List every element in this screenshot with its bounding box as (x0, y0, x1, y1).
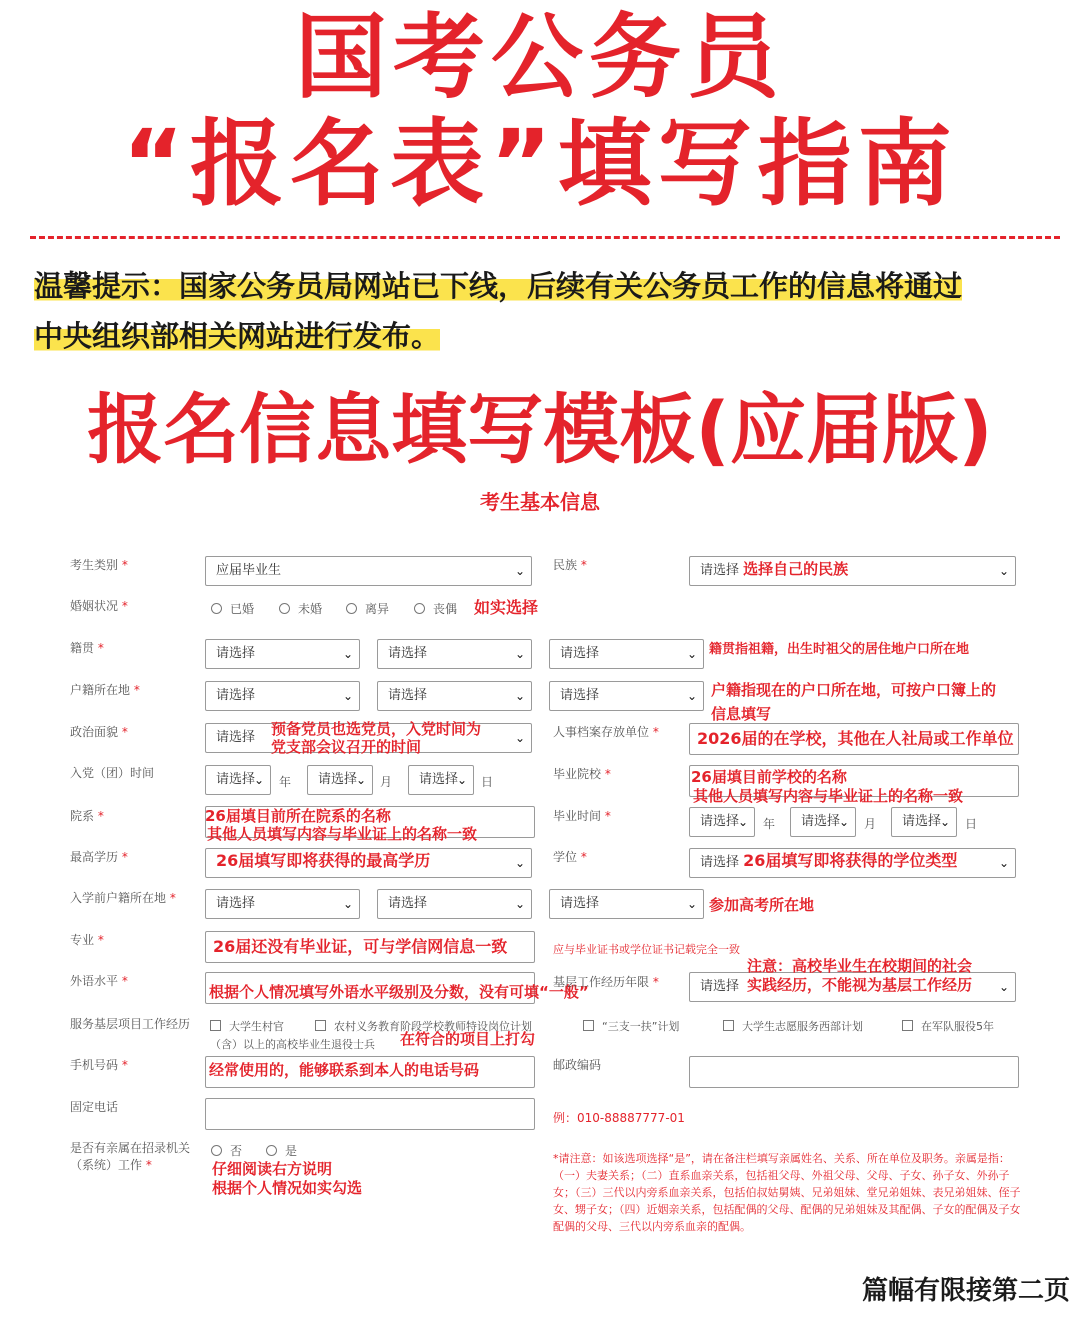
template-title: 报名信息填写模板(应届版) (87, 385, 993, 474)
label-education: 最高学历 * (70, 850, 128, 864)
annotation-major: 26届还没有毕业证，可与学信网信息一致 (213, 937, 508, 956)
annotation-school-1: 26届填目前学校的名称 (691, 768, 847, 786)
ethnicity-select[interactable]: 请选择 选择自己的民族 ⌄ (689, 556, 1016, 586)
unit-month: 月 (380, 775, 393, 789)
label-language: 外语水平 * (70, 974, 128, 988)
chevron-down-icon: ⌄ (514, 564, 525, 578)
chevron-down-icon: ⌄ (939, 815, 950, 829)
postal-input[interactable] (689, 1056, 1019, 1088)
label-service-projects: 服务基层项目工作经历 (70, 1017, 191, 1031)
unit-month: 月 (864, 817, 877, 831)
label-ethnicity: 民族 * (553, 558, 587, 572)
category-select[interactable]: 应届毕业生 ⌄ (205, 556, 532, 586)
label-grassroots-years: 基层工作经历年限 * (553, 975, 659, 989)
label-department: 院系 * (70, 809, 104, 823)
checkbox-west-volunteer[interactable]: 大学生志愿服务西部计划 (723, 1018, 863, 1034)
chevron-down-icon: ⌄ (514, 647, 525, 661)
annotation-household-2: 信息填写 (711, 705, 772, 723)
grassroots-years-select[interactable]: 请选择 ⌄ (689, 972, 1016, 1002)
household-city-select[interactable]: 请选择 ⌄ (377, 681, 532, 711)
grad-day-select[interactable]: 请选择 ⌄ (891, 807, 957, 837)
annotation-department-1: 26届填目前所在院系的名称 (205, 807, 391, 825)
label-school: 毕业院校 * (553, 767, 611, 781)
label-degree: 学位 * (553, 850, 587, 864)
service-sub-text: （含）以上的高校毕业生退役士兵 (210, 1038, 375, 1051)
annotation-marital: 如实选择 (474, 598, 539, 617)
chevron-down-icon: ⌄ (456, 773, 467, 787)
label-marital: 婚姻状况 * (70, 599, 128, 613)
chevron-down-icon: ⌄ (514, 689, 525, 703)
annotation-school-2: 其他人员填写内容与毕业证上的名称一致 (693, 787, 964, 805)
chevron-down-icon: ⌄ (514, 856, 525, 870)
radio-unmarried[interactable]: 未婚 (279, 600, 322, 617)
pre-household-city-select[interactable]: 请选择 ⌄ (377, 889, 532, 919)
unit-day: 日 (481, 775, 494, 789)
annotation-language: 根据个人情况填写外语水平级别及分数，没有可填“一般” (209, 983, 589, 1001)
main-title-line1: 国考公务员 (294, 4, 785, 111)
chevron-down-icon: ⌄ (342, 689, 353, 703)
label-party-date: 入党（团）时间 (70, 766, 155, 780)
landline-example: 例：010-88887777-01 (553, 1111, 685, 1125)
chevron-down-icon: ⌄ (998, 564, 1009, 578)
annotation-native-place: 籍贯指祖籍，出生时祖父的居住地户口所在地 (709, 642, 970, 657)
party-month-select[interactable]: 请选择 ⌄ (307, 765, 373, 795)
education-select[interactable]: 26届填写即将获得的最高学历 ⌄ (205, 848, 532, 878)
annotation-relatives-2: 根据个人情况如实勾选 (212, 1179, 363, 1197)
annotation-household-1: 户籍指现在的户口所在地，可按户口簿上的 (711, 681, 997, 699)
radio-relatives-no[interactable]: 否 (211, 1142, 242, 1159)
landline-input[interactable] (205, 1098, 535, 1130)
annotation-political-1: 预备党员也选党员，入党时间为 (271, 720, 482, 738)
label-household: 户籍所在地 * (70, 683, 140, 697)
radio-relatives-yes[interactable]: 是 (266, 1142, 297, 1159)
label-mobile: 手机号码 * (70, 1058, 128, 1072)
pre-household-county-select[interactable]: 请选择 ⌄ (549, 889, 704, 919)
radio-widowed[interactable]: 丧偶 (414, 600, 457, 617)
footer-text: 篇幅有限接第二页 (861, 1276, 1070, 1306)
annotation-grassroots-2: 实践经历，不能视为基层工作经历 (747, 976, 973, 994)
dashed-divider (30, 236, 1060, 239)
grad-year-select[interactable]: 请选择 ⌄ (689, 807, 755, 837)
label-major: 专业 * (70, 933, 104, 947)
chevron-down-icon: ⌄ (514, 897, 525, 911)
label-grad-time: 毕业时间 * (553, 809, 611, 823)
label-political: 政治面貌 * (70, 725, 128, 739)
native-county-select[interactable]: 请选择 ⌄ (549, 639, 704, 669)
notice-line1: 温馨提示：国家公务员局网站已下线，后续有关公务员工作的信息将通过 (34, 269, 963, 303)
chevron-down-icon: ⌄ (838, 815, 849, 829)
label-postal: 邮政编码 (553, 1058, 602, 1072)
annotation-political-2: 党支部会议召开的时间 (271, 738, 422, 756)
annotation-relatives-1: 仔细阅读右方说明 (212, 1160, 333, 1178)
radio-divorced[interactable]: 离异 (346, 600, 389, 617)
chevron-down-icon: ⌄ (342, 647, 353, 661)
pre-household-province-select[interactable]: 请选择 ⌄ (205, 889, 360, 919)
unit-year: 年 (279, 775, 292, 789)
household-province-select[interactable]: 请选择 ⌄ (205, 681, 360, 711)
major-hint: 应与毕业证书或学位证书记载完全一致 (553, 943, 740, 956)
degree-select[interactable]: 请选择 26届填写即将获得的学位类型 ⌄ (689, 848, 1016, 878)
label-pre-household: 入学前户籍所在地 * (70, 891, 176, 905)
native-city-select[interactable]: 请选择 ⌄ (377, 639, 532, 669)
checkbox-rural-teacher[interactable]: 农村义务教育阶段学校教师特设岗位计划 (315, 1018, 532, 1034)
label-landline: 固定电话 (70, 1100, 119, 1114)
grad-month-select[interactable]: 请选择 ⌄ (790, 807, 856, 837)
label-archive: 人事档案存放单位 * (553, 725, 659, 739)
label-category: 考生类别 * (70, 558, 128, 572)
annotation-department-2: 其他人员填写内容与毕业证上的名称一致 (207, 825, 478, 843)
chevron-down-icon: ⌄ (737, 815, 748, 829)
chevron-down-icon: ⌄ (686, 689, 697, 703)
annotation-pre-household: 参加高考所在地 (709, 896, 815, 914)
notice-line2: 中央组织部相关网站进行发布。 (34, 319, 441, 353)
checkbox-military-service[interactable]: 在军队服役5年 (902, 1018, 994, 1034)
unit-year: 年 (763, 817, 776, 831)
main-title-line2: “报名表”填写指南 (122, 110, 958, 219)
native-province-select[interactable]: 请选择 ⌄ (205, 639, 360, 669)
chevron-down-icon: ⌄ (342, 897, 353, 911)
chevron-down-icon: ⌄ (686, 647, 697, 661)
relatives-note: *请注意：如该选项选择“是”，请在备注栏填写亲属姓名、关系、所在单位及职务。亲属是指：（一）夫妻关系；（二）直系血亲关系，包括祖父母、外祖父母、父母、子女、孙子女、外孙子女；（三）三代以内旁系血亲关系，包括伯叔姑舅姨、兄弟姐妹、堂兄弟姐妹、表兄弟姐妹、侄子女、甥子女；（四）近姻亲关系，包括配偶的父母、配偶的兄弟姐妹及其配偶、子女的配偶及子女配偶的父母、三代以内旁系血亲的配偶。 (553, 1152, 1021, 1233)
chevron-down-icon: ⌄ (998, 856, 1009, 870)
radio-married[interactable]: 已婚 (211, 600, 254, 617)
unit-day: 日 (965, 817, 978, 831)
annotation-grassroots-1: 注意：高校毕业生在校期间的社会 (747, 957, 973, 975)
section-title: 考生基本信息 (480, 490, 600, 514)
household-county-select[interactable]: 请选择 ⌄ (549, 681, 704, 711)
party-day-select[interactable]: 请选择 ⌄ (408, 765, 474, 795)
party-year-select[interactable]: 请选择 ⌄ (205, 765, 271, 795)
chevron-down-icon: ⌄ (998, 980, 1009, 994)
checkbox-village-official[interactable]: 大学生村官 (210, 1018, 284, 1034)
label-native-place: 籍贯 * (70, 641, 104, 655)
label-relatives: 是否有亲属在招录机关 (70, 1141, 191, 1155)
label-relatives-2: （系统）工作 * (70, 1158, 152, 1172)
chevron-down-icon: ⌄ (514, 731, 525, 745)
political-select[interactable]: 请选择 ⌄ (205, 723, 532, 753)
chevron-down-icon: ⌄ (253, 773, 264, 787)
checkbox-sanzhi-yifu[interactable]: “三支一扶”计划 (583, 1018, 679, 1034)
annotation-mobile: 经常使用的，能够联系到本人的电话号码 (209, 1061, 480, 1079)
chevron-down-icon: ⌄ (355, 773, 366, 787)
chevron-down-icon: ⌄ (686, 897, 697, 911)
annotation-archive: 2026届的在学校，其他在人社局或工作单位 (697, 729, 1014, 748)
annotation-service: 在符合的项目上打勾 (400, 1030, 536, 1048)
